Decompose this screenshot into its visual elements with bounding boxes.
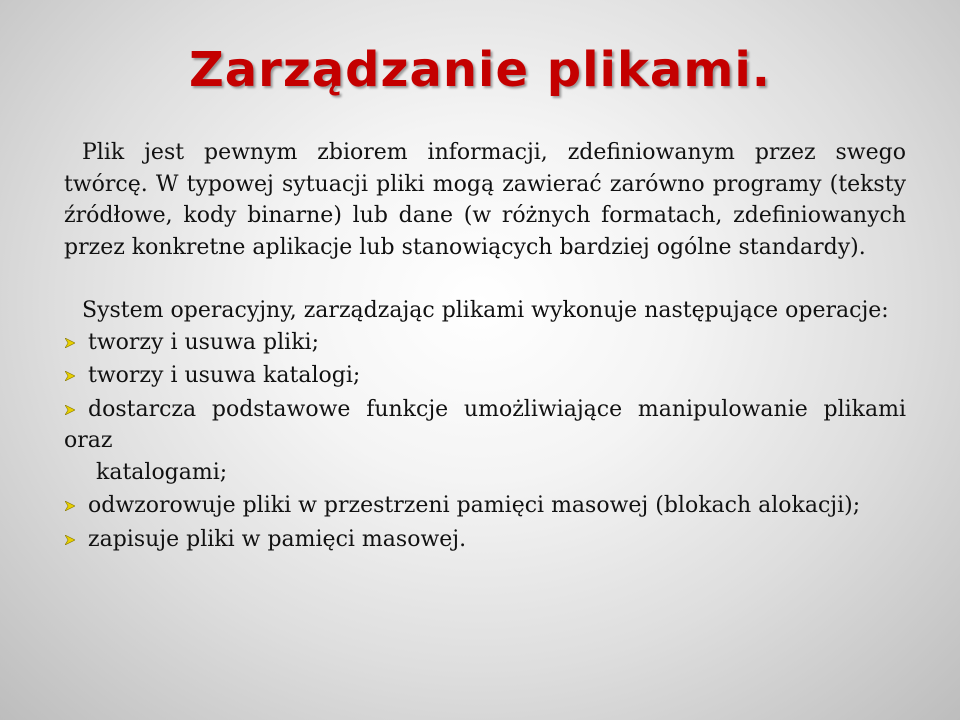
list-item: [64, 360, 906, 392]
arrowhead-bullet-icon: [65, 405, 75, 415]
slide-title: Zarządzanie plikami.: [188, 42, 772, 98]
operations-intro-paragraph: System operacyjny, zarządzając plikami wykonuje następujące operacje:: [82, 298, 889, 323]
operations-list: [64, 327, 906, 457]
bullet-text: odwzorowuje pliki w przestrzeni pamięci masowej (blokach alokacji);: [88, 493, 861, 518]
arrowhead-bullet-icon: [65, 501, 75, 511]
bullet-text: dostarcza podstawowe funkcje umożliwiające manipulowanie plikami oraz: [64, 396, 906, 453]
bullet-continuation-line: katalogami;: [96, 459, 228, 485]
slide-content: [64, 137, 906, 555]
arrowhead-bullet-icon: [65, 371, 75, 381]
operations-list-continued: [64, 490, 906, 555]
list-item: [64, 327, 906, 359]
bullet-text: tworzy i usuwa katalogi;: [88, 363, 361, 388]
arrowhead-bullet-icon: [65, 535, 75, 545]
bullet-text: tworzy i usuwa pliki;: [88, 329, 319, 355]
bullet-text: zapisuje pliki w pamięci masowej.: [88, 526, 467, 552]
list-item: [64, 394, 906, 457]
arrowhead-bullet-icon: [65, 338, 75, 348]
intro-paragraph: Plik jest pewnym zbiorem informacji, zdefiniowanym przez swego twórcę. W typowej sytuacji pliki mogą zawierać zarówno programy (teksty źródłowe, kody binarne) lub dane (w różnych formatach, zdefiniowanych przez konkretne aplikacje lub stanowiących bardziej ogólne standardy).: [64, 140, 906, 260]
list-item: [64, 524, 906, 556]
list-item: [64, 490, 906, 522]
